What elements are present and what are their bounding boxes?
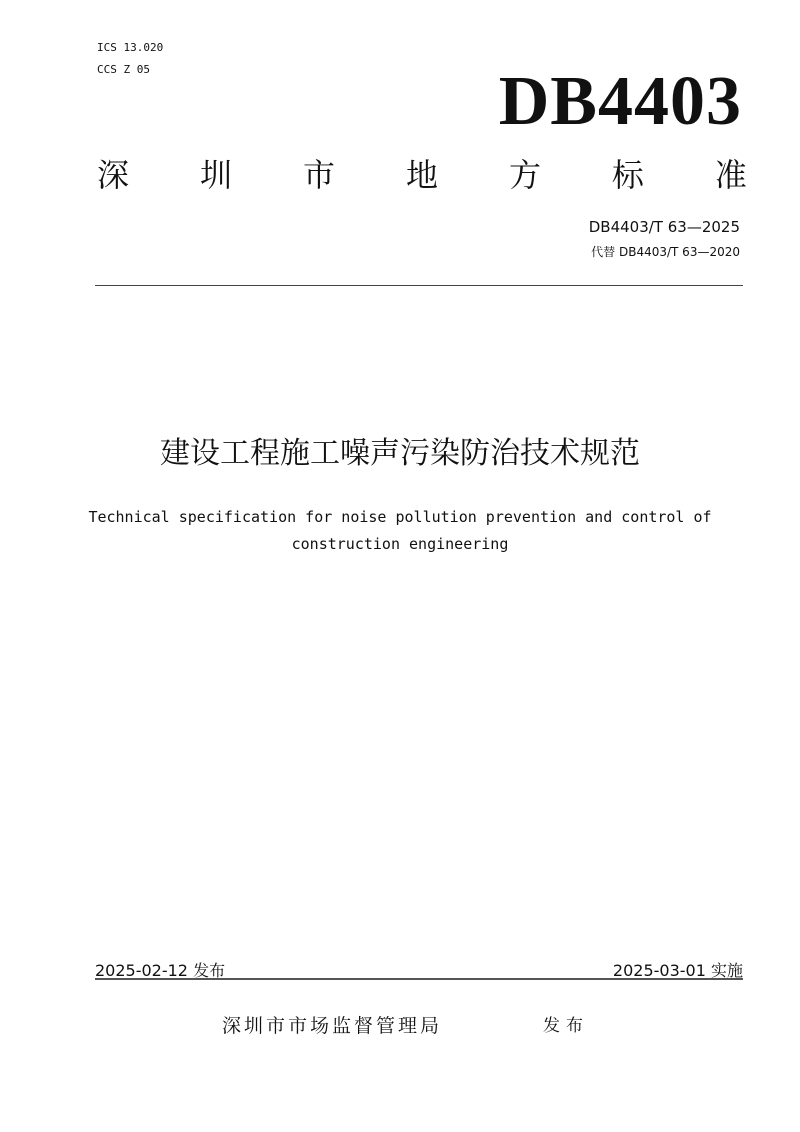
document-title: 建设工程施工噪声污染防治技术规范 [160,436,640,471]
standard-type-char: 深 [97,156,130,194]
english-title-line: construction engineering [291,535,509,553]
standard-type-char: 市 [302,156,335,194]
standard-type-char: 地 [405,156,438,194]
standard-number: DB4403/T 63—2025 [588,218,740,236]
standard-type-char: 标 [611,156,644,194]
english-title-line: Technical specification for noise pollution prevention and control of [88,508,712,526]
standard-type-char: 方 [508,156,541,194]
footer-divider [95,978,743,980]
standard-type-char: 圳 [199,156,232,194]
replaces-standard: 代替 DB4403/T 63—2020 [591,245,740,259]
header-divider [95,285,743,286]
standard-type-char: 准 [714,156,747,194]
ics-code: ICS 13.020 [97,41,164,54]
publish-date: 2025-02-12 发布 [95,961,226,980]
effective-date: 2025-03-01 实施 [612,961,743,980]
english-title [0,504,800,558]
issuing-authority: 深圳市市场监督管理局 [222,1015,443,1037]
ccs-code: CCS Z 05 [97,63,150,76]
standard-prefix-logo: DB4403 [498,63,742,140]
standard-type [97,155,747,195]
issue-label: 发布 [543,1016,589,1036]
